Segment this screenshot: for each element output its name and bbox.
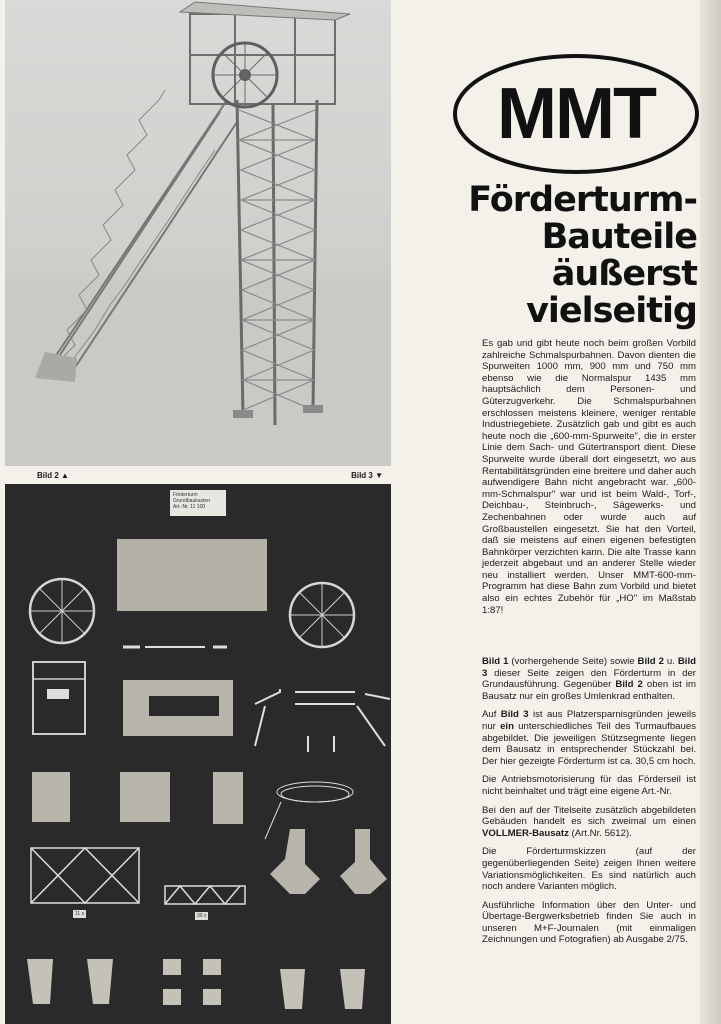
text: Bei den auf der Titelseite zusätzlich abgebildeten Gebäuden handelt es sich zweimal um einen: [482, 804, 696, 828]
sheave-wheel: [213, 43, 277, 107]
headline-line: äußerst: [551, 254, 697, 294]
bold-ref: Bild 2: [637, 656, 664, 667]
paragraph-vollmer: [482, 805, 696, 840]
bold-ref: Bild 2: [615, 679, 643, 691]
kit-label-line-3: Art.-Nr. 11 100: [173, 504, 206, 510]
kit-parts-photo: [5, 484, 391, 1024]
text: Auf: [482, 709, 501, 721]
bold-ref: Bild 1: [482, 656, 509, 667]
logo-text: MMT: [497, 74, 655, 154]
text: u.: [663, 656, 678, 667]
text: dieser Seite zeigen den Förderturm in der Grundausführung. Gegenüber: [482, 667, 696, 691]
bold-ref: Bild 3: [482, 656, 696, 679]
paragraph-bild-overview: [482, 656, 696, 702]
intro-text: [482, 338, 696, 622]
kit-label-line-2: Grundbaukasten: [173, 498, 210, 504]
paragraph-sketches: Die Förderturmskizzen (auf der gegenüberliegenden Seite) zeigen Ihnen weitere Variationsmöglichkeiten. Es sind natürlich auch noch andere Varianten möglich.: [482, 846, 696, 893]
headline: [427, 182, 697, 330]
kit-label-card: [170, 490, 226, 516]
text: unterschiedliches Teil des Turmaufbaues abgebildet. Die jeweiligen Stützsegmente liegen dem Bausatz in entsprechender Stückzahl bei. Der hier gezeigte Förderturm ist ca. 30,5 cm hoch.: [482, 720, 696, 767]
text: (Art.Nr. 5612).: [568, 827, 632, 839]
paragraph-bild-3: [482, 709, 696, 767]
headline-line: Förderturm-: [468, 180, 697, 220]
paragraph-motor: Die Antriebsmotorisierung für das Förderseil ist nicht beinhaltet und trägt eine eigene Art.-Nr.: [482, 774, 696, 797]
kit-parts-illustration: [5, 484, 391, 1024]
photo-captions: [5, 466, 391, 484]
intro-paragraph: Es gab und gibt heute noch beim großen Vorbild zahlreiche Schmalspurbahnen. Davon dienten die Spurweiten 1000 mm, 900 mm und 750 mm ebenso wie die Normalspur 1435 mm hauptsächlich dem Personen- und Güterzugverkehr. Die Schmalspurbahnen erschlossen meistens kleinere, weniger rentable Industriegebiete. Zusätzlich gab und gibt es auch heute noch die „600-mm-Spurweite", die in erster Linie dem Sach- und Gütertransport dient. Diese Spurweite wurde überall dort eingesetzt, wo aus Rentabilitätsgründen eine breitere und daher auch aufwendigere Bahn nicht angebracht war. „600-mm-Schmalspur" war und ist beim Wald-, Torf-, Deichbau-, Steinbruch-, Sägewerks- und Zechenbahnen oder wurde auch auf Großbaustellen eingesetzt. Sie hat den Vorteil, daß sie meistens auf einen eigenen befestigten Bahnkörper verzichten kann. Die alte Trasse kann jederzeit abgebaut und an anderer Stelle wieder neu installiert werden. Unser MMT-600-mm-Programm hat diese Bahn zum Vorbild und bietet also ein echtes Zubehör für „HO" im Maßstab 1:87!: [482, 338, 696, 616]
caption-bild-2: Bild 2 ▲: [37, 471, 69, 480]
paragraph-journal: Ausführliche Information über den Unter- und Übertage-Bergwerksbetrieb finden Sie auch in unseren M+F-Journalen (mit einmaligen Zeichnungen und Fotografien) ab Ausgabe 2/75.: [482, 899, 696, 946]
text: ist aus Platzersparnisgründen jeweils nur: [482, 709, 696, 732]
headframe-photo: [5, 0, 391, 466]
bold-ref: Bild 3: [500, 709, 529, 721]
kit-label-line-1: Förderturm: [173, 492, 198, 498]
bold-ref: VOLLMER-Bausatz: [482, 827, 569, 839]
part-count-tag: 11 x: [75, 911, 85, 917]
part-count-tag: 30 x: [197, 913, 207, 919]
bold-ref: ein: [500, 720, 514, 732]
caption-bild-3: Bild 3 ▼: [351, 471, 383, 480]
page-edge: [700, 0, 721, 1024]
headline-line: vielseitig: [526, 291, 697, 331]
text: (vorhergehende Seite) sowie: [508, 656, 638, 667]
figure-notes: [482, 656, 696, 953]
headline-line: Bauteile: [541, 217, 697, 257]
text: oben ist im Bausatz nur ein großes Umlenkrad enthalten.: [482, 679, 696, 702]
headframe-tower-illustration: [5, 0, 391, 466]
mmt-logo: [452, 52, 700, 176]
